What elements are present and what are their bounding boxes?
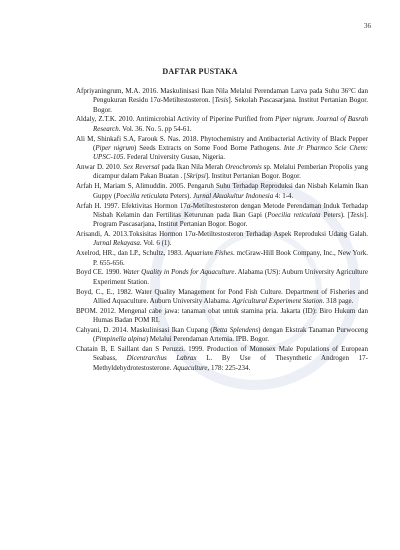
reference-italic: Pimpinella alpina — [95, 335, 146, 344]
reference-item — [76, 268, 368, 287]
reference-text: Cahyani, D. 2014. Maskulinisasi Ikan Cupang ( — [76, 325, 213, 334]
reference-italic: Piper nigrum — [95, 143, 135, 152]
reference-text: Anwar D. 2010. — [76, 163, 124, 172]
reference-list — [76, 87, 368, 374]
reference-italic: Poecilia reticulata — [116, 191, 169, 200]
reference-text: BPOM. 2012. Mengenal cabe jawa: tanaman obat untuk stamina pria. Jakarta (ID): Biro Hukum dan Humas Badan POM RI. — [76, 306, 368, 325]
reference-text: Arfah H, Mariam S, Alimuddin. 2005. Pengaruh Suhu Terhadap Reproduksi dan Nisbah Kelamin Ikan Guppy ( — [76, 182, 368, 200]
reference-item — [76, 326, 368, 345]
reference-italic: Oreochromis — [225, 163, 262, 172]
reference-italic: Jurnal Rekayasa — [93, 239, 140, 248]
reference-text: Ali M, Shinkafi S.A, Farouk S. Nas. 2018. Phytochemistry and Antibacterial Activity of Black Pepper ( — [76, 134, 368, 152]
reference-item — [76, 307, 368, 326]
reference-item — [76, 163, 368, 182]
reference-text: . Alabama (US): Auburn University Agriculture Experiment Station. — [93, 268, 368, 286]
reference-text: . Vol. 6 (1). — [139, 239, 172, 248]
reference-item — [76, 182, 368, 201]
reference-italic: Betta Splendens — [212, 325, 259, 334]
reference-text: Axelrod, HR., dan LP., Schultz, 1983. — [76, 249, 185, 258]
reference-text: ) Seeds Extracts on Some Food Borne Pathogens. — [134, 143, 284, 152]
reference-text: ) dengan Ekstrak Tanaman Purwoceng ( — [93, 325, 368, 344]
reference-text: . Vol. 36. No. 5. pp 54-61. — [118, 124, 192, 133]
reference-text: sp. Melalui Pemberian Propolis yang dicampur dalam Pakan Buatan . [ — [93, 163, 368, 181]
reference-italic: Aquarium Fishes — [184, 249, 233, 258]
reference-item — [76, 87, 368, 115]
reference-text: Afpriyaningrum, M.A. 2016. Maskulinisasi Ikan Nila Melalui Perendaman Larva pada Suhu 36°C dan Pengukuran Residu 17α-Metiltestosteron. [ — [76, 87, 368, 105]
reference-text: Chatain B, E Saillant dan S Peruzzi. 1999. Production of Monosex Male Populations of European Seabass, — [76, 345, 368, 363]
reference-text: L. By Use of Thesynthetic Androgen 17-Methyldehydrotestosterone. — [93, 354, 368, 372]
reference-text: . Federal University Gusau, Nigeria. — [123, 153, 226, 162]
reference-item — [76, 135, 368, 163]
reference-italic: Jurnal Akuakultur Indonesia — [192, 191, 274, 200]
reference-text: 4: 1-4. — [273, 191, 294, 200]
page-number: 36 — [364, 22, 371, 30]
reference-text: Arisandi, A. 2013.Toksisitas Hormon 17α-Metiltestosteron Terhadap Aspek Reproduksi Udang Galah. — [76, 230, 368, 239]
reference-text: Boyd CE. 1990. — [76, 268, 123, 277]
reference-item — [76, 115, 368, 134]
reference-italic: Sex Reversal — [123, 163, 160, 172]
reference-text: Aldaly, Z.T.K. 2010. Antimicrobial Activity of Piperine Purified from — [76, 115, 276, 124]
reference-italic: Poecilia reticulata — [267, 210, 321, 219]
reference-italic: Piper nigrum. Journal of Basrah Research — [93, 115, 368, 133]
reference-text: . 318 page. — [322, 296, 354, 305]
reference-italic: Aquaculture — [173, 363, 208, 372]
reference-italic: Agricultural Experiment Station — [232, 296, 323, 305]
reference-text: ) Melalui Perendaman Artemia. IPB. Bogor. — [145, 335, 269, 344]
reference-italic: Skripsi — [186, 172, 206, 181]
reference-text: ]. Program Pascasarjana, Institut Pertanian Bogor. Bogor. — [93, 210, 368, 229]
reference-item — [76, 202, 368, 230]
reference-italic: Dicentrarchus Labrax — [126, 354, 197, 363]
reference-text: Arfah H. 1997. Efektivitas Hormon 17α-Metiltestosteron dengan Metode Perendaman Induk Terhadap Nisbah Kelamin dan Fertilitas Keturunan pada Ikan Gapi ( — [76, 201, 368, 219]
reference-text: Boyd, C., E., 1982. Water Quality Management for Pond Fish Culture. Department of Fisheries and Allied Aquaculture. Auburn University Alabama. — [76, 287, 368, 305]
reference-item — [76, 345, 368, 373]
reference-item — [76, 288, 368, 307]
reference-italic: Tesis — [214, 96, 229, 105]
page-title: DAFTAR PUSTAKA — [162, 67, 238, 76]
reference-item — [76, 230, 368, 249]
reference-italic: Inte Jr Pharmco Scie Chem: UPSC-105 — [93, 143, 368, 162]
reference-text: pada Ikan Nila Merah — [159, 163, 226, 172]
reference-text: . mcGraw-Hill Book Company, Inc., New York. P. 655-656. — [93, 249, 368, 267]
reference-italic: Water Quality in Ponds for Aquaculture — [122, 268, 235, 277]
reference-text: ]. Sekolah Pascasarjana. Institut Pertanian Bogor. Bogor. — [93, 96, 368, 114]
reference-italic: Tesis — [350, 210, 364, 219]
reference-text: Peters). — [168, 191, 193, 200]
reference-item — [76, 249, 368, 268]
reference-text: , 178: 225-234. — [207, 363, 251, 372]
reference-text: Peters). [ — [320, 210, 351, 219]
reference-text: ]. Institut Pertanian Bogor. Bogor. — [205, 172, 301, 181]
